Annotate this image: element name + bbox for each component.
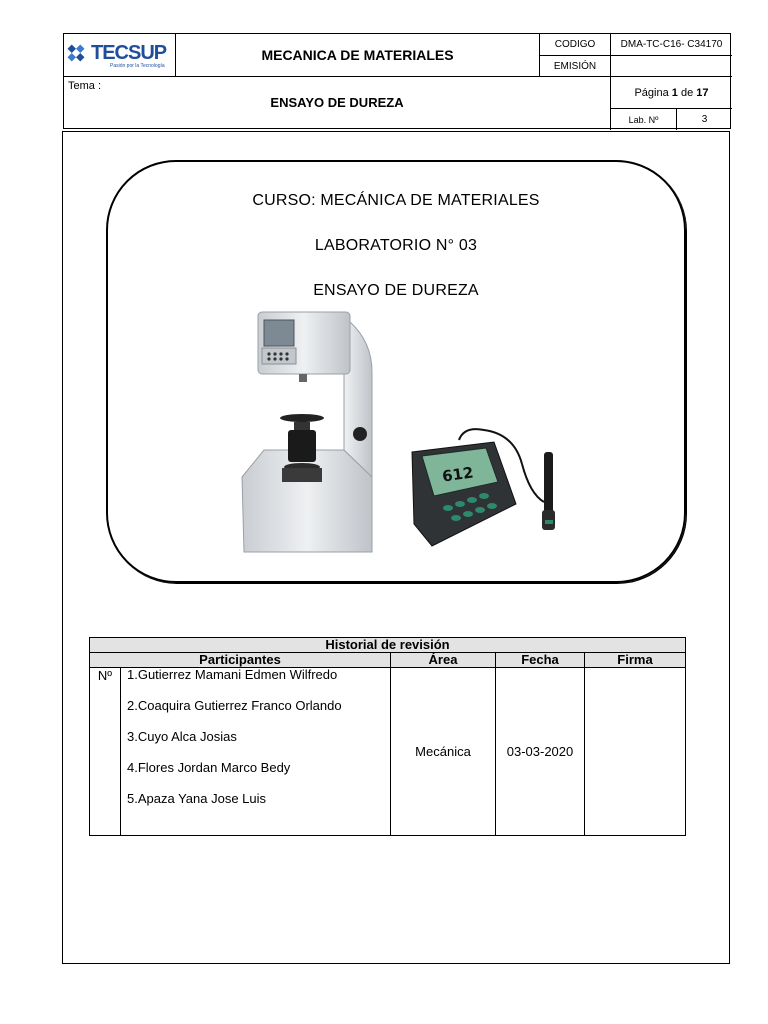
cover-box [106,160,686,583]
hardness-tester-machine-icon [222,302,382,554]
participant-item: 3.Cuyo Alca Josias [127,729,237,744]
cover-topic-line: ENSAYO DE DUREZA [313,282,479,299]
page-total: 17 [696,86,709,99]
logo-tagline: Pasión por la Tecnología [110,63,165,69]
participant-item: 1.Gutierrez Mamani Edmen Wilfredo [127,667,338,682]
document-header [63,33,731,129]
firma-value [585,668,686,836]
revision-title: Historial de revisión [90,638,686,653]
tema-value: ENSAYO DE DUREZA [270,95,404,110]
participant-item: 4.Flores Jordan Marco Bedy [127,760,291,775]
page-current: 1 [671,86,678,99]
col-firma: Firma [585,653,686,668]
course-title: MECANICA DE MATERIALES [176,34,540,77]
emision-label: EMISIÓN [540,56,611,77]
area-value: Mecánica [391,668,496,836]
col-participantes: Participantes [90,653,391,668]
col-fecha: Fecha [496,653,585,668]
portable-hardness-tester-icon [404,424,564,552]
tema-cell [64,77,611,130]
device-reading: 612 [441,463,475,486]
page-of: de [680,86,694,99]
cover-course-line: CURSO: MECÁNICA DE MATERIALES [252,192,540,209]
page-indicator [611,77,732,109]
cover-lab-line: LABORATORIO N° 03 [314,237,478,254]
num-label: Nº [90,668,121,836]
lab-value: 3 [701,114,708,125]
tema-label: Tema : [68,80,102,92]
participant-item: 2.Coaquira Gutierrez Franco Orlando [127,698,342,713]
participants-cell [121,668,391,836]
participant-item: 5.Apaza Yana Jose Luis [127,791,267,806]
col-area: Área [391,653,496,668]
lab-label: Lab. Nº [611,109,677,130]
logo-text: TECSUP [91,42,167,64]
logo-cell [64,34,176,77]
fecha-value: 03-03-2020 [496,668,585,836]
page-prefix: Página [634,86,669,99]
revision-history-table [89,637,686,836]
emision-value [611,56,732,77]
codigo-label: CODIGO [540,34,611,56]
codigo-value: DMA-TC-C16- C34170 [611,34,732,56]
